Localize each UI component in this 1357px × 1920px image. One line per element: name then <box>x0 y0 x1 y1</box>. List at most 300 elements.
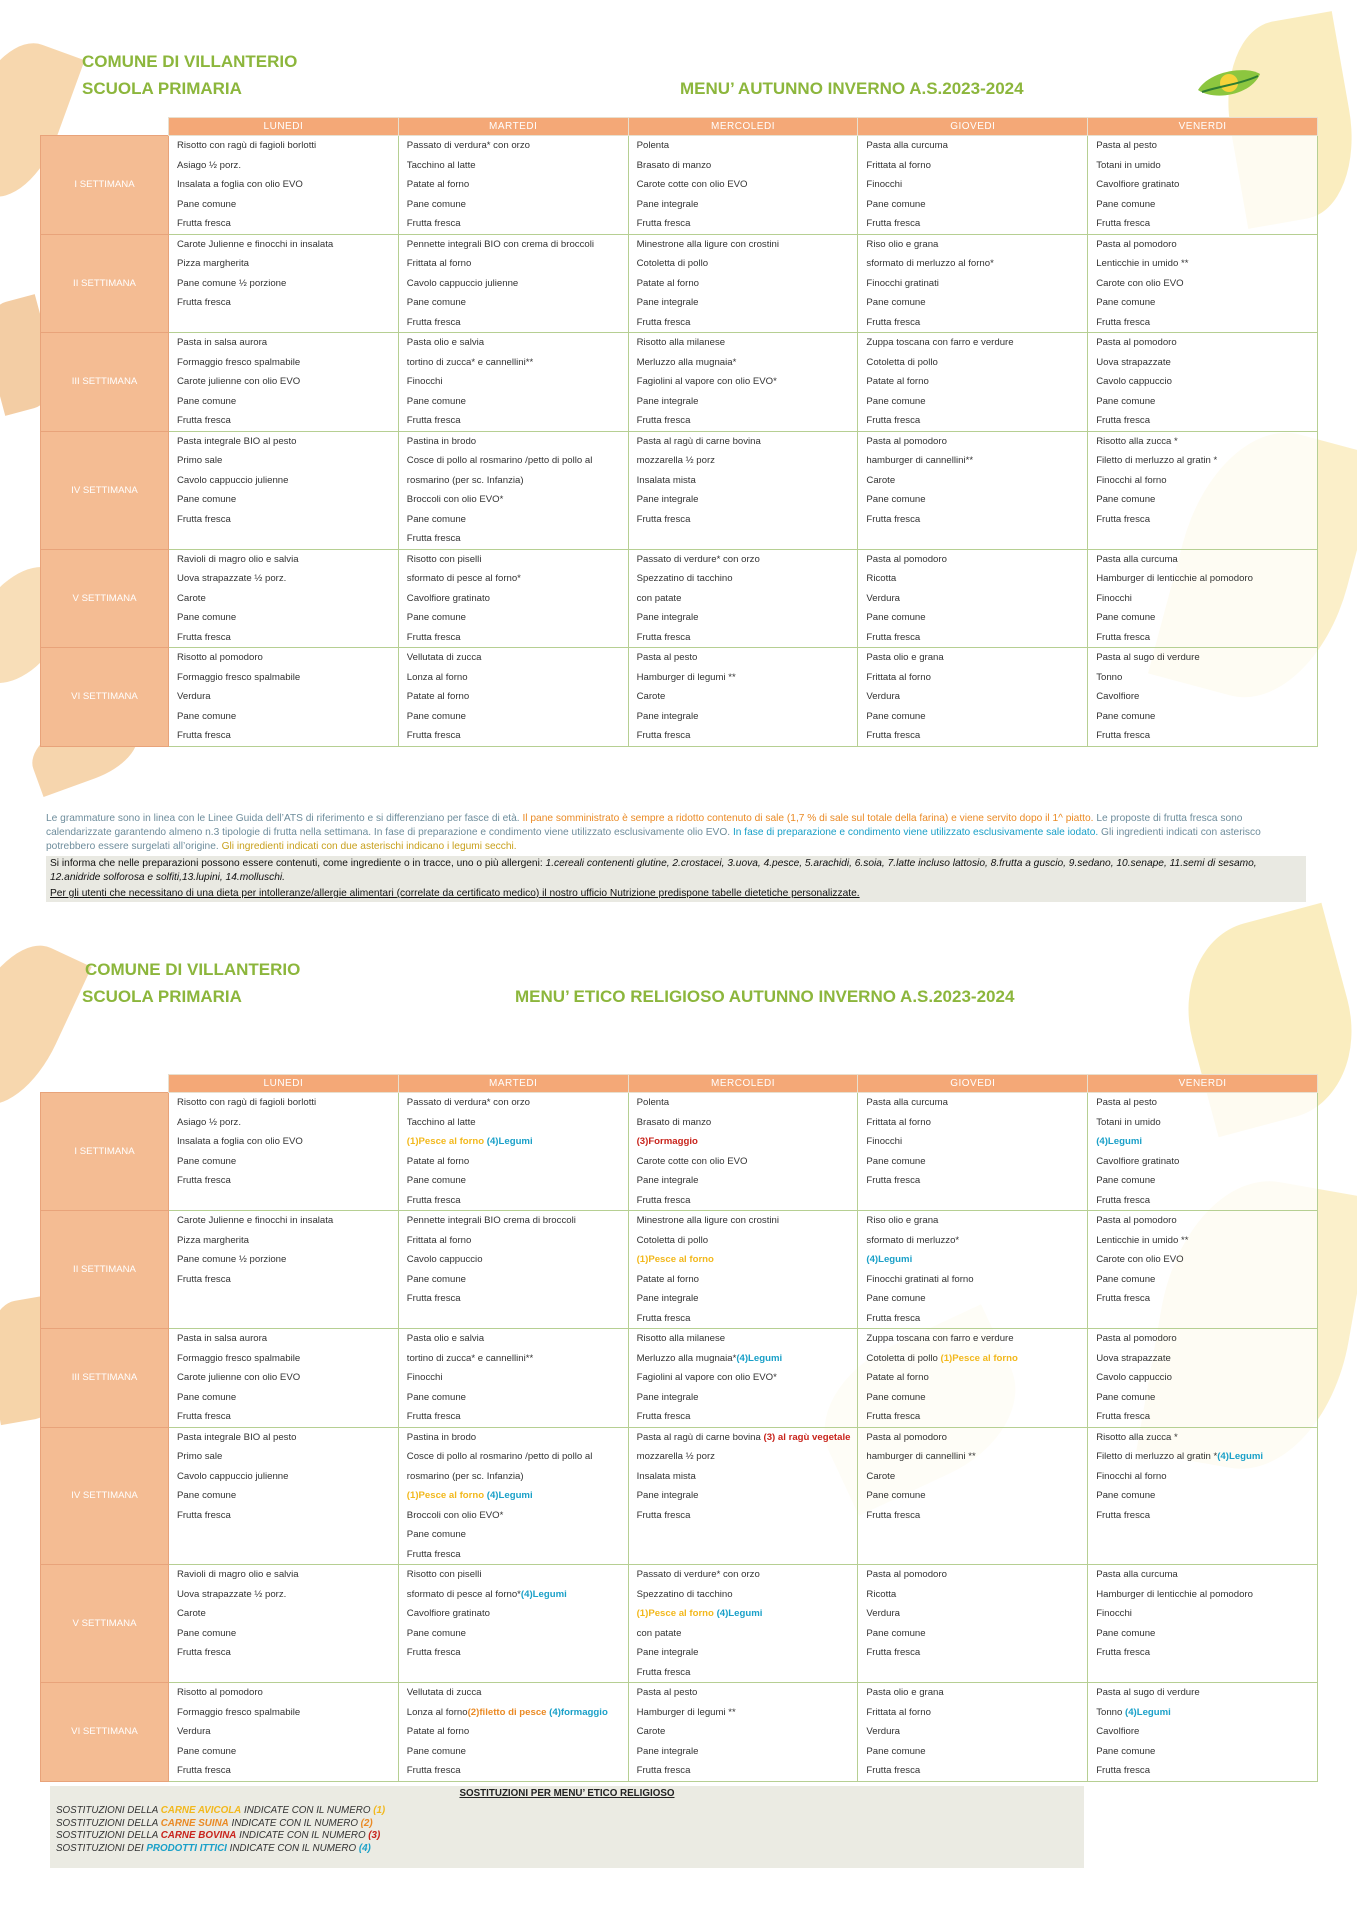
menu-item: rosmarino (per sc. Infanzia) <box>406 474 524 486</box>
menu-item: Pasta al pomodoro <box>866 1431 947 1443</box>
menu-cell <box>169 431 399 549</box>
menu-item: Pasta al pesto <box>1096 1097 1157 1108</box>
menu-item: Cavolfiore gratinato <box>406 592 490 604</box>
substitution-label: (4)Legumi <box>486 1490 533 1501</box>
menu-item <box>637 1604 858 1624</box>
menu-cell <box>1088 648 1318 747</box>
menu-cell <box>858 648 1088 747</box>
menu-item: Frutta fresca <box>1096 1194 1151 1206</box>
menu-cell <box>858 1565 1088 1683</box>
substitution-label: (4)Legumi <box>486 1136 533 1147</box>
menu-cell <box>1088 1427 1318 1565</box>
menu-item: Frutta fresca <box>636 1765 691 1776</box>
menu-item-text: Tonno <box>1096 1706 1125 1718</box>
menu-item: Pane integrale <box>636 1175 699 1186</box>
menu-item: Pane comune <box>866 612 926 623</box>
menu-cell <box>1088 431 1318 549</box>
menu-item: Patate al forno <box>406 691 470 702</box>
menu-item: Cotoletta di pollo <box>866 356 938 368</box>
menu-item: Frutta fresca <box>1096 1647 1151 1658</box>
menu-cell <box>169 1093 399 1211</box>
substitution-pre: SOSTITUZIONI DELLA <box>56 1805 161 1816</box>
menu-item: Ravioli di magro olio e salvia <box>177 1569 299 1580</box>
municipality-name: COMUNE DI VILLANTERIO <box>85 960 301 979</box>
menu-cell <box>1088 234 1318 333</box>
menu-item: Brasato di manzo <box>636 1116 712 1128</box>
menu-item: Pane comune <box>866 198 926 210</box>
menu-item: Pane comune <box>177 395 237 407</box>
menu-item: Pasta olio e grana <box>866 652 944 663</box>
menu-item: Pane comune <box>406 395 466 407</box>
menu-item: Frutta fresca <box>866 1509 921 1521</box>
menu-item: Patate al forno <box>866 1372 929 1383</box>
menu-item: Risotto con ragù di fagioli borlotti <box>177 1097 317 1108</box>
menu-notes <box>46 812 1306 902</box>
menu-item: Finocchi <box>406 376 443 387</box>
menu-item: Pasta alla curcuma <box>866 140 948 151</box>
menu-cell <box>628 136 858 235</box>
menu-item: Pane comune <box>1096 1175 1156 1186</box>
menu-item: Lenticchie in umido ** <box>1096 1234 1189 1246</box>
menu-item <box>1096 1447 1317 1467</box>
menu-item: Pane integrale <box>636 1293 699 1304</box>
menu-item: Pasta al pomodoro <box>1096 238 1177 250</box>
week-row <box>41 1427 1318 1565</box>
menu-cell <box>398 1427 628 1565</box>
menu-item: Frutta fresca <box>406 1647 461 1658</box>
menu-item: Insalata a foglia con olio EVO <box>177 1136 303 1147</box>
menu-item: Asiago ½ porz. <box>177 159 241 171</box>
table-corner <box>41 1075 169 1093</box>
municipality-name: COMUNE DI VILLANTERIO <box>82 52 298 71</box>
menu-cell <box>398 1329 628 1428</box>
diet-note <box>46 886 1306 902</box>
menu-item: con patate <box>636 1627 682 1639</box>
school-name: SCUOLA PRIMARIA <box>82 987 242 1006</box>
menu-item: sformato di pesce al forno* <box>406 573 521 584</box>
notes-paragraph <box>46 812 1306 854</box>
menu-cell <box>1088 549 1318 648</box>
menu-cell <box>1088 1211 1318 1329</box>
menu-item: Cavolo cappuccio <box>406 1254 483 1265</box>
menu-item: Pasta al pesto <box>636 652 698 663</box>
menu-item: Finocchi <box>866 1136 903 1147</box>
menu-item: Vellutata di zucca <box>406 652 482 663</box>
menu-item: Pane comune <box>406 513 466 525</box>
menu-item: Frittata al forno <box>866 1116 931 1128</box>
menu-item: Pane comune <box>1096 297 1156 308</box>
menu-item: Carote <box>636 691 666 702</box>
menu-item: Zuppa toscana con farro e verdure <box>866 1333 1014 1344</box>
menu-item: Finocchi gratinati <box>866 277 939 289</box>
menu-cell <box>628 1683 858 1782</box>
menu-cell <box>628 1329 858 1428</box>
substitution-pre: SOSTITUZIONI DELLA <box>56 1817 161 1829</box>
menu-item: Pane comune ½ porzione <box>177 277 287 289</box>
menu-item: mozzarella ½ porz <box>636 1451 715 1462</box>
menu-item: Fagiolini al vapore con olio EVO* <box>636 376 777 387</box>
menu-item: Cavolo cappuccio julienne <box>177 1470 289 1482</box>
menu-item <box>407 1703 628 1723</box>
menu-item: Passato di verdure* con orzo <box>636 553 760 565</box>
menu-cell <box>398 136 628 235</box>
company-logo <box>1196 64 1262 104</box>
menu-item: Pane comune <box>1096 1273 1156 1285</box>
menu-item: Pasta al pomodoro <box>1096 1215 1177 1226</box>
menu-item: Lenticchie in umido ** <box>1096 258 1189 269</box>
week-row <box>41 333 1318 432</box>
substitution-label: (1)Pesce al forno <box>406 1490 487 1501</box>
menu-item: Cavolfiore <box>1096 1726 1140 1737</box>
allergens-intro: Si informa che nelle preparazioni possono essere contenuti, come ingrediente o in tracce, uno o più allergeni: <box>50 858 546 869</box>
note-oil: In fase di preparazione e condimento viene utilizzato esclusivamente olio EVO. <box>373 827 733 838</box>
menu-item: Frutta fresca <box>406 415 461 426</box>
menu-item: Pasta alla curcuma <box>866 1097 948 1108</box>
menu-item-text: Cotoletta di pollo <box>866 1352 941 1364</box>
menu-cell <box>858 234 1088 333</box>
menu-item: Hamburger di lenticchie al pomodoro <box>1096 1588 1253 1600</box>
menu-item: Pastina in brodo <box>406 435 477 447</box>
menu-item: Carote <box>866 474 896 486</box>
menu-item: Finocchi <box>1096 592 1132 604</box>
menu-item: Cavolo cappuccio <box>1096 376 1172 387</box>
menu-cell <box>628 1565 858 1683</box>
menu-item: Risotto alla zucca * <box>1096 1431 1178 1443</box>
substitutions-title: SOSTITUZIONI PER MENU’ ETICO RELIGIOSO <box>459 1788 675 1799</box>
week-row <box>41 431 1318 549</box>
menu-item: Polenta <box>636 1097 670 1108</box>
menu-item: Pane integrale <box>636 198 699 210</box>
menu-cell <box>169 1211 399 1329</box>
menu-cell <box>398 234 628 333</box>
menu-cell <box>628 1211 858 1329</box>
menu-item: Pane integrale <box>636 710 699 722</box>
menu-item: Pane comune <box>1096 1745 1156 1757</box>
menu-item: Verdura <box>866 1608 900 1619</box>
menu-item: Pane comune <box>177 1155 237 1167</box>
menu-item: Pastina in brodo <box>406 1431 477 1443</box>
menu-cell <box>628 234 858 333</box>
menu-cell <box>1088 1565 1318 1683</box>
day-header-venerdi: VENERDI <box>1088 118 1318 136</box>
menu-item: Verdura <box>866 592 900 604</box>
substitution-label: (4)Legumi <box>716 1608 763 1619</box>
menu-item: Frutta fresca <box>1096 1765 1151 1776</box>
menu-cell <box>169 1565 399 1683</box>
menu-item: Pasta in salsa aurora <box>177 1333 268 1344</box>
menu-item: Riso olio e grana <box>866 238 939 250</box>
substitution-label: (1)Pesce al forno <box>636 1254 714 1265</box>
week-label: I SETTIMANA <box>41 136 169 235</box>
menu-item: Patate al forno <box>406 1726 470 1737</box>
menu-item: Risotto alla milanese <box>636 337 726 348</box>
substitution-num: (1) <box>373 1805 386 1816</box>
menu-item: Pane comune <box>866 1155 926 1167</box>
menu-item: Frutta fresca <box>177 297 231 308</box>
substitutions-box <box>50 1786 1084 1868</box>
menu-item: Pane comune <box>406 710 466 722</box>
menu-cell <box>169 1683 399 1782</box>
menu-item: Risotto con piselli <box>406 1569 482 1580</box>
menu-item: Frutta fresca <box>177 1765 231 1776</box>
menu-item: Frutta fresca <box>1096 513 1151 525</box>
substitution-mid: INDICATE CON IL NUMERO <box>226 1842 359 1854</box>
menu-item: Pane comune <box>1096 198 1156 210</box>
menu-item: Frutta fresca <box>636 1411 691 1422</box>
menu-item: Pennette integrali BIO con crema di broccoli <box>406 238 594 250</box>
menu-item: Cavolo cappuccio julienne <box>177 474 289 486</box>
menu-item: Formaggio fresco spalmabile <box>177 671 301 683</box>
substitution-mid: INDICATE CON IL NUMERO <box>236 1830 369 1841</box>
note-salt: In fase di preparazione e condimento viene utilizzato esclusivamente sale iodato. <box>732 827 1102 838</box>
menu-item: Frutta fresca <box>177 415 231 426</box>
menu-cell <box>858 1427 1088 1565</box>
menu-item: Pennette integrali BIO crema di broccoli <box>406 1215 576 1226</box>
menu-item: Pasta al pomodoro <box>866 435 947 447</box>
menu-item: Polenta <box>636 140 670 151</box>
menu-item: Tacchino al latte <box>406 159 476 171</box>
menu-item: Pane comune <box>406 297 466 308</box>
menu-item: Verdura <box>177 1726 211 1737</box>
menu-item: Frutta fresca <box>177 1411 231 1422</box>
menu-item: Pane comune <box>1096 494 1156 505</box>
menu-cell <box>169 136 399 235</box>
menu-cell <box>398 333 628 432</box>
menu-item: Carote <box>177 592 206 604</box>
menu-item: sformato di merluzzo* <box>866 1234 960 1246</box>
menu-item: Frutta fresca <box>1096 1509 1151 1521</box>
menu-table <box>40 117 1318 747</box>
menu-item: Frittata al forno <box>866 159 931 171</box>
menu-item: Frutta fresca <box>636 1666 691 1678</box>
menu-cell <box>1088 136 1318 235</box>
menu-item <box>1096 1703 1317 1723</box>
menu-cell <box>628 1427 858 1565</box>
menu-item: Spezzatino di tacchino <box>636 573 733 584</box>
menu-item: Pasta alla curcuma <box>1096 553 1178 565</box>
menu-item: Pane comune <box>177 494 237 505</box>
substitution-key: PRODOTTI ITTICI <box>146 1842 227 1854</box>
menu-item: Pasta integrale BIO al pesto <box>177 1431 297 1443</box>
menu-item: Filetto di merluzzo al gratin * <box>1096 455 1218 466</box>
menu-item: hamburger di cannellini** <box>866 455 974 466</box>
menu-item: Pane comune <box>177 1391 237 1403</box>
menu-item: Frutta fresca <box>636 513 691 525</box>
menu-item: Pasta olio e grana <box>866 1687 944 1698</box>
menu-item: Pasta al pesto <box>1096 140 1157 151</box>
menu-cell <box>628 1093 858 1211</box>
menu-item: Pane integrale <box>636 612 699 623</box>
menu-item: mozzarella ½ porz <box>636 455 715 466</box>
week-label: III SETTIMANA <box>41 333 169 432</box>
menu-item: Finocchi gratinati al forno <box>866 1273 974 1285</box>
substitutions-list <box>50 1805 1084 1855</box>
substitution-line <box>50 1805 1084 1818</box>
menu-item-text: Pasta al ragù di carne bovina <box>636 1431 764 1443</box>
menu-item: Frutta fresca <box>177 1509 231 1521</box>
menu-item: con patate <box>636 592 682 604</box>
menu-item: Formaggio fresco spalmabile <box>177 1706 301 1718</box>
menu-item: Ricotta <box>866 1588 897 1600</box>
menu-item: Frutta fresca <box>406 533 461 544</box>
substitution-label: (4)Legumi <box>1125 1706 1171 1718</box>
day-header-martedi: MARTEDI <box>398 118 628 136</box>
substitution-label: (1)Pesce al forno <box>940 1352 1018 1364</box>
menu-item: Totani in umido <box>1096 159 1161 171</box>
menu-item: Passato di verdure* con orzo <box>636 1569 760 1580</box>
menu-item: Pasta al pomodoro <box>1096 337 1177 348</box>
substitution-label: (1)Pesce al forno <box>406 1136 487 1147</box>
allergens-list: 1.cereali contenenti glutine, 2.crostacei, 3.uova, 4.pesce, 5.arachidi, 6.soia, 7.latte incluso lattosio, 8.frutta a guscio, 9.sedano, 10.senape, 11.semi di sesamo, 12.anidride solforosa e solfiti,13.lupini, 14.molluschi. <box>50 858 1257 883</box>
menu-item: Risotto al pomodoro <box>177 1687 263 1698</box>
menu-cell <box>858 136 1088 235</box>
menu-cell <box>1088 1093 1318 1211</box>
menu-cell <box>858 431 1088 549</box>
menu-item: Pane integrale <box>636 395 699 407</box>
menu-item: Uova strapazzate <box>1096 356 1171 368</box>
menu-item: Frittata al forno <box>866 1706 931 1718</box>
menu-item: Tacchino al latte <box>406 1116 476 1128</box>
menu-item <box>866 1250 1087 1270</box>
menu-item <box>637 1349 858 1369</box>
week-label: II SETTIMANA <box>41 1211 169 1329</box>
substitution-label: (4)Legumi <box>866 1254 913 1265</box>
menu-item: Frutta fresca <box>406 1194 461 1206</box>
menu-item: Primo sale <box>177 1451 223 1462</box>
menu-item: Cavolfiore gratinato <box>1096 179 1180 190</box>
menu-item: Frutta fresca <box>406 1765 461 1776</box>
menu-item: Pane comune <box>177 198 237 210</box>
day-header-lunedi: LUNEDI <box>169 118 399 136</box>
menu-item: Frutta fresca <box>636 1312 691 1324</box>
menu-item: Frutta fresca <box>406 1548 461 1560</box>
menu-item: Carote julienne con olio EVO <box>177 376 301 387</box>
menu-item: Pane comune <box>866 297 926 308</box>
menu-item <box>407 1132 628 1152</box>
menu-item: Cosce di pollo al rosmarino /petto di pollo al <box>406 1451 593 1462</box>
menu-item: Pane comune <box>866 1490 926 1501</box>
menu-item: Pane comune <box>1096 395 1156 407</box>
substitution-label: (3) al ragù vegetale <box>763 1431 851 1443</box>
menu-item: Frittata al forno <box>866 671 931 683</box>
menu-item: Pane comune <box>406 1391 466 1403</box>
substitution-key: CARNE BOVINA <box>160 1830 237 1841</box>
substitution-num: (2) <box>360 1817 373 1829</box>
substitution-pre: SOSTITUZIONI DEI <box>56 1842 147 1854</box>
day-header-venerdi: VENERDI <box>1088 1075 1318 1093</box>
menu-item: Pane comune ½ porzione <box>177 1254 287 1265</box>
menu-item: Riso olio e grana <box>866 1215 939 1226</box>
menu-cell <box>169 1329 399 1428</box>
menu-cell <box>398 1211 628 1329</box>
menu-item: Cavolfiore gratinato <box>1096 1155 1180 1167</box>
menu-item: Frutta fresca <box>866 1765 921 1776</box>
menu-item: Frutta fresca <box>406 218 461 229</box>
week-label: I SETTIMANA <box>41 1093 169 1211</box>
note-legumes: Gli ingredienti indicati con due asterischi indicano i legumi secchi. <box>221 841 517 852</box>
menu-cell <box>628 648 858 747</box>
week-label: V SETTIMANA <box>41 549 169 648</box>
substitution-pre: SOSTITUZIONI DELLA <box>56 1830 161 1841</box>
menu-cell <box>398 1683 628 1782</box>
diet-note-text: Per gli utenti che necessitano di una dieta per intolleranze/allergie alimentari (correlate da certificato medico) il nostro ufficio Nutrizione predispone tabelle dietetiche personalizzate. <box>50 888 860 899</box>
menu-item: Primo sale <box>177 455 223 466</box>
day-header-mercoledi: MERCOLEDI <box>628 118 858 136</box>
menu-item: Pane integrale <box>636 1745 699 1757</box>
menu-item: Pane comune <box>1096 612 1156 623</box>
menu-item: Risotto con piselli <box>406 553 482 565</box>
menu-item: Insalata mista <box>636 474 696 486</box>
menu-item: Pane comune <box>406 1529 466 1540</box>
menu-item: Uova strapazzate ½ porz. <box>177 573 287 584</box>
menu-item: Frutta fresca <box>866 513 921 525</box>
menu-item: Uova strapazzate ½ porz. <box>177 1588 287 1600</box>
menu-item: Frutta fresca <box>406 316 461 328</box>
menu-item: Pane comune <box>866 1627 926 1639</box>
menu-item: rosmarino (per sc. Infanzia) <box>406 1470 524 1482</box>
menu-item: Ravioli di magro olio e salvia <box>177 553 299 565</box>
substitution-label: (4)Legumi <box>736 1352 783 1364</box>
menu-table <box>40 1074 1318 1782</box>
menu-item: Frutta fresca <box>636 316 691 328</box>
menu-item: Carote con olio EVO <box>1096 1254 1184 1265</box>
menu-item: Passato di verdura* con orzo <box>406 1097 530 1108</box>
menu-item: Frutta fresca <box>1096 316 1151 328</box>
menu-item: Totani in umido <box>1096 1116 1161 1128</box>
menu-item: Pane integrale <box>636 1647 699 1658</box>
substitution-label: (4)Legumi <box>1217 1451 1264 1462</box>
substitution-label: (4)Legumi <box>520 1588 567 1600</box>
substitution-key: CARNE SUINA <box>160 1817 229 1829</box>
day-header-giovedi: GIOVEDI <box>858 118 1088 136</box>
menu-item <box>407 1585 628 1605</box>
menu-item: Finocchi <box>406 1372 443 1383</box>
menu-item: Pane comune <box>1096 1391 1156 1403</box>
menu-item: Hamburger di legumi ** <box>636 671 736 683</box>
menu-cell <box>858 549 1088 648</box>
menu-item: Frutta fresca <box>866 631 921 643</box>
note-fruit: Le proposte di frutta fresca sono calendarizzate garantendo almeno n.3 tipologie di frutta nella settimana. <box>46 813 1243 838</box>
menu-cell <box>169 648 399 747</box>
menu-item: Pasta in salsa aurora <box>177 337 268 348</box>
menu-item: Frutta fresca <box>636 730 691 741</box>
menu-cell <box>1088 1683 1318 1782</box>
menu-item: Carote cotte con olio EVO <box>636 1155 748 1167</box>
menu-item: Pane comune <box>406 1745 466 1757</box>
menu-item: Frutta fresca <box>636 631 691 643</box>
menu-item: Frutta fresca <box>636 1509 691 1521</box>
menu-item: Pane comune <box>177 710 237 722</box>
menu-cell <box>398 431 628 549</box>
substitution-mid: INDICATE CON IL NUMERO <box>241 1805 374 1816</box>
menu-item: Ricotta <box>866 573 897 584</box>
menu-item: Frutta fresca <box>177 1175 231 1186</box>
menu-title: MENU’ AUTUNNO INVERNO A.S.2023-2024 <box>680 79 1024 98</box>
menu-item: Hamburger di legumi ** <box>636 1706 736 1718</box>
menu-item: Pane comune <box>866 1293 926 1304</box>
menu-item: Verdura <box>866 691 900 702</box>
menu-item: Cosce di pollo al rosmarino /petto di pollo al <box>406 455 593 466</box>
week-label: V SETTIMANA <box>41 1565 169 1683</box>
substitution-line <box>50 1843 1084 1856</box>
substitution-num: (4) <box>358 1842 371 1854</box>
menu-item: Spezzatino di tacchino <box>636 1588 733 1600</box>
menu-item: Finocchi al forno <box>1096 1470 1167 1482</box>
menu-item: Merluzzo alla mugnaia* <box>636 356 737 368</box>
menu-item: Carote <box>177 1608 206 1619</box>
menu-item: Finocchi <box>866 179 903 190</box>
menu-item: Pane comune <box>177 1627 237 1639</box>
